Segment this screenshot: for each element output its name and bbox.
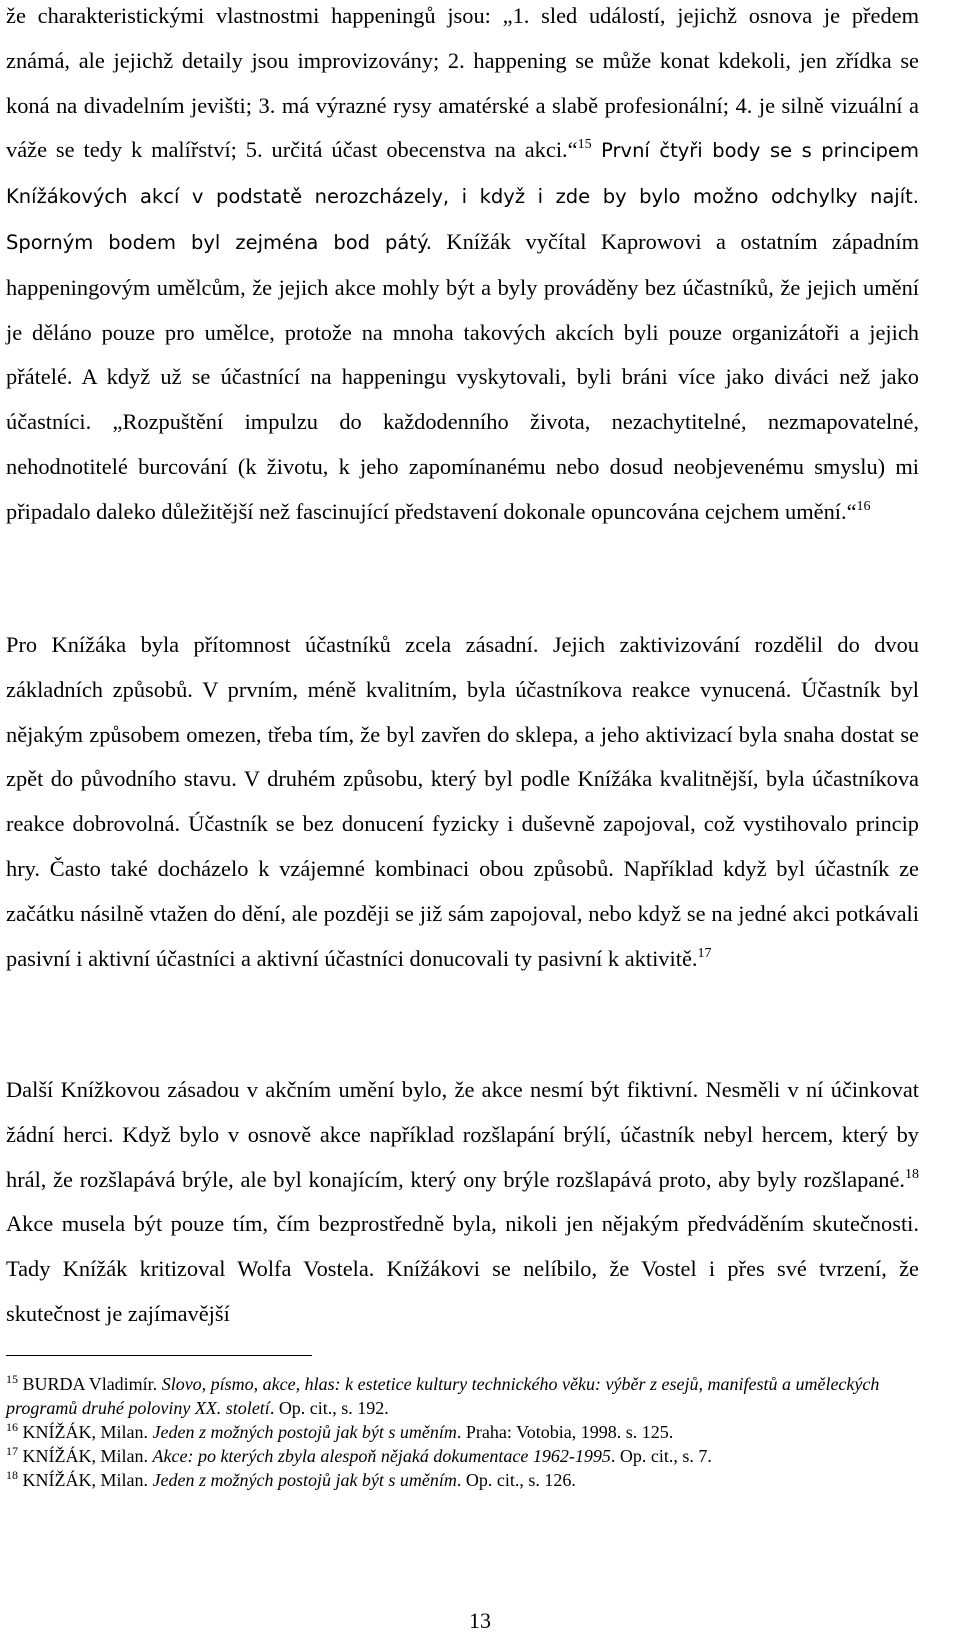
footnote-number: 17 bbox=[6, 1444, 18, 1458]
paragraph-1-text-a: že charakteristickými vlastnostmi happeningů jsou: „1. sled událostí, jejichž osnova je předem známá, ale jejichž detaily jsou improvizovány; 2. happening se může konat kdekoli, jen zřídka se koná na divadelním jevišti; 3. má výrazné rysy amatérské a slabě profesionální; 4. je silně vizuální a váže se tedy k malířství; 5. určitá účast obecenstva na akci.“ bbox=[6, 3, 919, 163]
footnote-source: . Op. cit., s. 7. bbox=[610, 1446, 712, 1466]
footnote-author: KNÍŽÁK, Milan. bbox=[18, 1446, 153, 1466]
paragraph-1-text-c: Knížák vyčítal Kaprowovi a ostatním západním happeningovým umělcům, že jejich akce mohly být a byly prováděny bez účastníků, že jejich umění je děláno pouze pro umělce, protože na mnoha takových akcích byli pouze organizátoři a jejich přátelé. A když už se účastnící na happeningu vyskytovali, byli bráni více jako diváci než jako účastníci. „Rozpuštění impulzu do každodenního života, nezachytitelné, nezmapovatelné, nehodnotitelé burcování (k životu, k jeho zapomínanému nebo dosud neobjevenému smyslu) mi připadalo daleko důležitější než fascinující představení dokonale opuncována cejchem umění.“ bbox=[6, 228, 919, 524]
footnote-15 bbox=[6, 1372, 919, 1420]
footnote-separator bbox=[6, 1355, 312, 1356]
footnote-title: Akce: po kterých zbyla alespoň nějaká dokumentace 1962-1995 bbox=[152, 1446, 611, 1466]
footnote-18 bbox=[6, 1468, 919, 1492]
footnote-source: . Op. cit., s. 126. bbox=[456, 1470, 576, 1490]
footnote-title: Jeden z možných postojů jak být s uměním bbox=[152, 1422, 457, 1442]
footnote-author: KNÍŽÁK, Milan. bbox=[18, 1422, 153, 1442]
footnote-source: . Praha: Votobia, 1998. s. 125. bbox=[456, 1422, 674, 1442]
footnote-author: BURDA Vladimír. bbox=[18, 1374, 162, 1394]
footnote-ref-18[interactable]: 18 bbox=[905, 1166, 919, 1182]
paragraph-2 bbox=[6, 623, 919, 981]
paragraph-2-text: Pro Knížáka byla přítomnost účastníků zcela zásadní. Jejich zaktivizování rozdělil do dvou základních způsobů. V prvním, méně kvalitním, byla účastníkova reakce vynucená. Účastník byl nějakým způsobem omezen, třeba tím, že byl zavřen do sklepa, a jeho aktivizací byla snaha dostat se zpět do původního stavu. V druhém způsobu, který byl podle Knížáka kvalitnější, byla účastníkova reakce dobrovolná. Účastník se bez donucení fyzicky i duševně zapojoval, což vystihovalo princip hry. Často také docházelo k vzájemné kombinaci obou způsobů. Například když byl účastník ze začátku násilně vtažen do dění, ale později se již sám zapojoval, nebo když se na jedné akci potkávali pasivní i aktivní účastníci a aktivní účastníci donucovali ty pasivní k aktivitě. bbox=[6, 632, 919, 971]
footnote-17 bbox=[6, 1444, 919, 1468]
footnotes-list bbox=[6, 1372, 919, 1492]
footnote-number: 15 bbox=[6, 1372, 18, 1386]
footnote-source: . Op. cit., s. 192. bbox=[269, 1398, 389, 1418]
paragraph-3 bbox=[6, 1068, 919, 1337]
paragraph-1 bbox=[6, 0, 919, 535]
footnote-title: Slovo, písmo, akce, hlas: k estetice kultury technického věku: výběr z esejů, manifestů a uměleckých programů druhé poloviny XX. století bbox=[6, 1374, 880, 1418]
footnote-ref-16[interactable]: 16 bbox=[856, 498, 871, 514]
footnote-ref-15[interactable]: 15 bbox=[577, 137, 592, 153]
paragraph-1-text-b: První čtyři body se s principem Knížákových akcí v podstatě nerozcházely, i když i zde by bylo možno odchylky najít. Sporným bodem byl zejména bod pátý. bbox=[6, 139, 919, 254]
footnote-number: 18 bbox=[6, 1468, 18, 1482]
footnote-ref-17[interactable]: 17 bbox=[697, 945, 712, 961]
footnote-16 bbox=[6, 1420, 919, 1444]
footnote-author: KNÍŽÁK, Milan. bbox=[18, 1470, 153, 1490]
footnote-title: Jeden z možných postojů jak být s uměním bbox=[152, 1470, 457, 1490]
footnote-number: 16 bbox=[6, 1420, 18, 1434]
page-number: 13 bbox=[469, 1608, 491, 1633]
paragraph-3-text-b: Akce musela být pouze tím, čím bezprostředně byla, nikoli jen nějakým předváděním skutečnosti. Tady Knížák kritizoval Wolfa Vostela. Knížákovi se nelíbilo, že Vostel i přes své tvrzení, že skutečnost je zajímavější bbox=[6, 1211, 919, 1326]
paragraph-3-text-a: Další Knížkovou zásadou v akčním umění bylo, že akce nesmí být fiktivní. Nesměli v ní účinkovat žádní herci. Když bylo v osnově akce například rozšlapání brýlí, účastník nebyl hercem, který by hrál, že rozšlapává brýle, ale byl konajícím, který ony brýle rozšlapává proto, aby byly rozšlapané. bbox=[6, 1077, 919, 1192]
